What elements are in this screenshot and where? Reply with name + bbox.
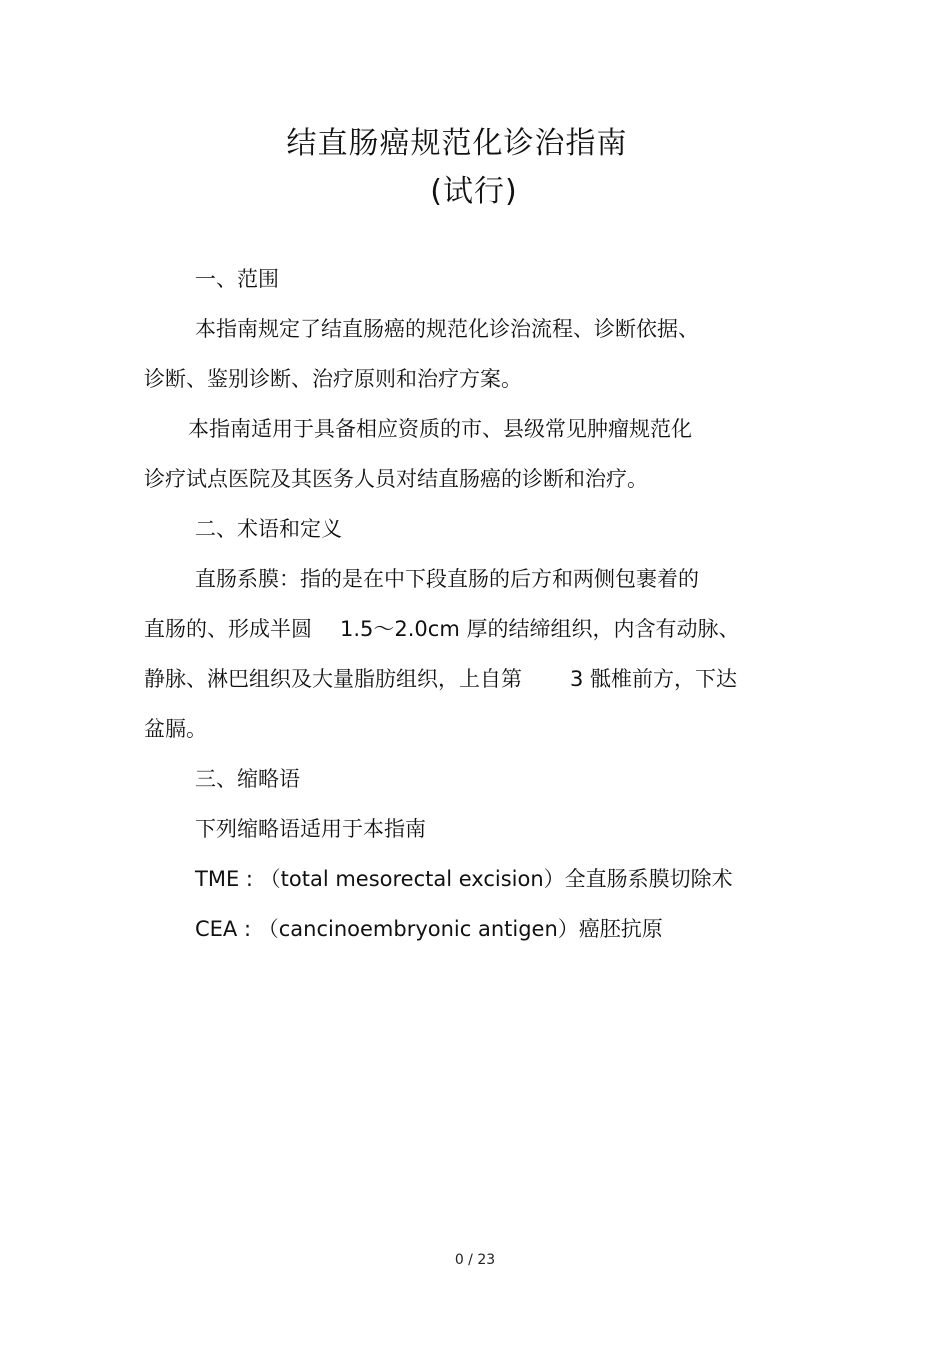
paragraph-line: 盆膈。 [144,717,207,741]
page-number: 0 / 23 [454,1252,496,1268]
document-title: 结直肠癌规范化诊治指南 [286,126,628,161]
abbreviation-item-cea: CEA : （cancinoembryonic antigen）癌胚抗原 [195,917,663,941]
section-heading-scope: 一、范围 [195,267,279,291]
text-span: 直肠的、形成半圆 [144,617,312,641]
paragraph-line: 本指南适用于具备相应资质的市、县级常见肿瘤规范化 [188,417,692,441]
paragraph-line: 诊疗试点医院及其医务人员对结直肠癌的诊断和治疗。 [144,467,648,491]
paragraph-line [144,664,737,694]
section-heading-abbreviations: 三、缩略语 [195,767,300,791]
text-span: 1.5～2.0cm 厚的结缔组织，内含有动脉、 [340,617,740,641]
abbreviation-item-tme: TME : （total mesorectal excision）全直肠系膜切除术 [195,867,733,891]
paragraph-line: 本指南规定了结直肠癌的规范化诊治流程、诊断依据、 [195,317,699,341]
abbreviations-intro: 下列缩略语适用于本指南 [195,817,426,841]
text-span: 静脉、淋巴组织及大量脂肪组织，上自第 [144,667,522,691]
paragraph-line: 诊断、鉴别诊断、治疗原则和治疗方案。 [144,367,522,391]
document-subtitle: (试行) [430,174,518,209]
paragraph-line: 直肠系膜：指的是在中下段直肠的后方和两侧包裹着的 [195,567,699,591]
paragraph-line [144,614,739,644]
text-span: 3 骶椎前方，下达 [570,667,738,691]
section-heading-terms: 二、术语和定义 [195,517,342,541]
